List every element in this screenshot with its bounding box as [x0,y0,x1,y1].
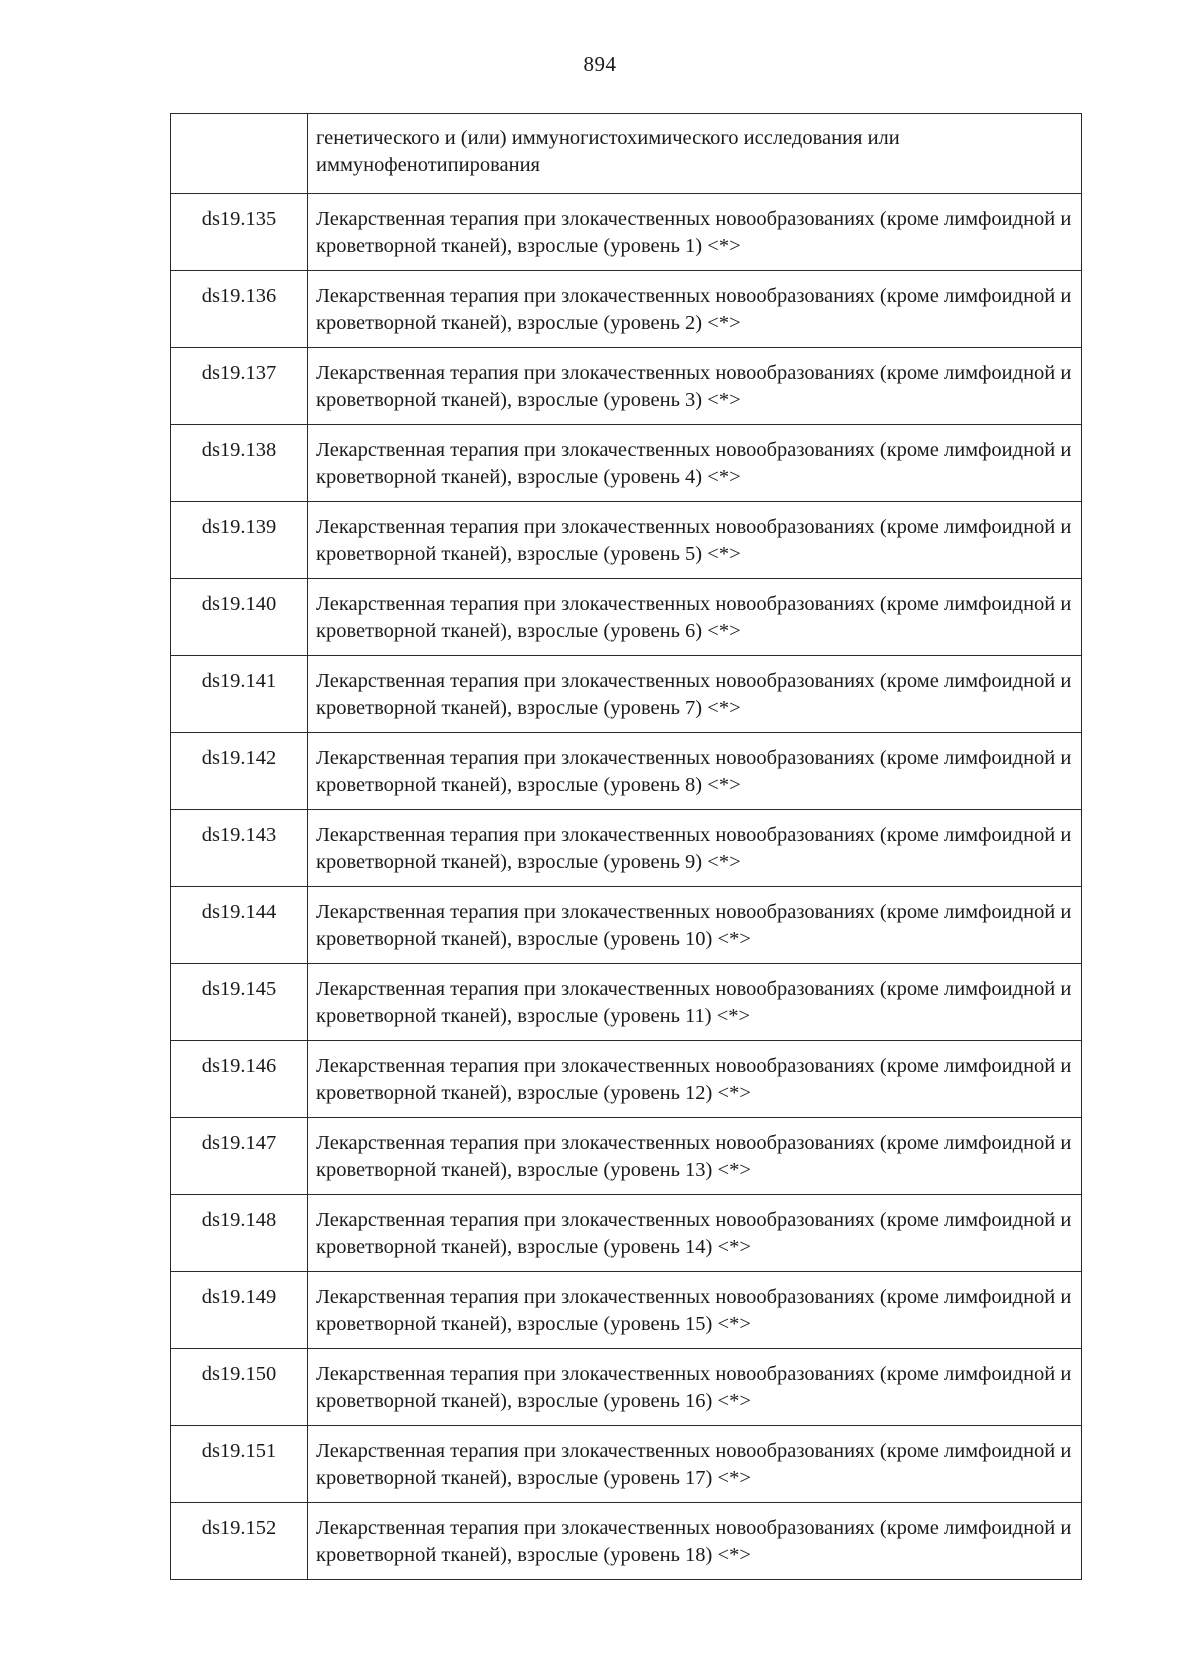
code-cell: ds19.145 [171,964,308,1041]
table-row [171,271,1082,348]
description-cell: Лекарственная терапия при злокачественных новообразованиях (кроме лимфоидной и кроветворной тканей), взрослые (уровень 7) <*> [308,656,1082,733]
table-row [171,1041,1082,1118]
table-row [171,348,1082,425]
code-cell: ds19.146 [171,1041,308,1118]
table-row [171,425,1082,502]
table-row [171,810,1082,887]
code-cell: ds19.139 [171,502,308,579]
table-row-continuation [171,114,1082,194]
description-cell: Лекарственная терапия при злокачественных новообразованиях (кроме лимфоидной и кроветворной тканей), взрослые (уровень 9) <*> [308,810,1082,887]
description-cell: Лекарственная терапия при злокачественных новообразованиях (кроме лимфоидной и кроветворной тканей), взрослые (уровень 14) <*> [308,1195,1082,1272]
table-row [171,1503,1082,1580]
description-cell: Лекарственная терапия при злокачественных новообразованиях (кроме лимфоидной и кроветворной тканей), взрослые (уровень 17) <*> [308,1426,1082,1503]
description-cell: генетического и (или) иммуногистохимического исследования или иммунофенотипирования [308,114,1082,194]
code-cell: ds19.135 [171,194,308,271]
code-cell: ds19.151 [171,1426,308,1503]
description-cell: Лекарственная терапия при злокачественных новообразованиях (кроме лимфоидной и кроветворной тканей), взрослые (уровень 16) <*> [308,1349,1082,1426]
code-cell: ds19.142 [171,733,308,810]
table-row [171,1349,1082,1426]
page-number: 894 [583,52,617,76]
table-row [171,502,1082,579]
description-cell: Лекарственная терапия при злокачественных новообразованиях (кроме лимфоидной и кроветворной тканей), взрослые (уровень 6) <*> [308,579,1082,656]
description-cell: Лекарственная терапия при злокачественных новообразованиях (кроме лимфоидной и кроветворной тканей), взрослые (уровень 11) <*> [308,964,1082,1041]
description-cell: Лекарственная терапия при злокачественных новообразованиях (кроме лимфоидной и кроветворной тканей), взрослые (уровень 1) <*> [308,194,1082,271]
description-cell: Лекарственная терапия при злокачественных новообразованиях (кроме лимфоидной и кроветворной тканей), взрослые (уровень 18) <*> [308,1503,1082,1580]
tariff-table [170,113,1082,1580]
table-row [171,579,1082,656]
code-cell: ds19.150 [171,1349,308,1426]
code-cell: ds19.140 [171,579,308,656]
description-cell: Лекарственная терапия при злокачественных новообразованиях (кроме лимфоидной и кроветворной тканей), взрослые (уровень 3) <*> [308,348,1082,425]
table-row [171,1195,1082,1272]
description-cell: Лекарственная терапия при злокачественных новообразованиях (кроме лимфоидной и кроветворной тканей), взрослые (уровень 4) <*> [308,425,1082,502]
description-cell: Лекарственная терапия при злокачественных новообразованиях (кроме лимфоидной и кроветворной тканей), взрослые (уровень 12) <*> [308,1041,1082,1118]
description-cell: Лекарственная терапия при злокачественных новообразованиях (кроме лимфоидной и кроветворной тканей), взрослые (уровень 5) <*> [308,502,1082,579]
code-cell: ds19.147 [171,1118,308,1195]
code-cell: ds19.152 [171,1503,308,1580]
code-cell: ds19.144 [171,887,308,964]
code-cell: ds19.136 [171,271,308,348]
code-cell: ds19.148 [171,1195,308,1272]
code-cell [171,114,308,194]
table-row [171,1272,1082,1349]
table-body [171,114,1082,1580]
table-row [171,733,1082,810]
table-row [171,1426,1082,1503]
code-cell: ds19.143 [171,810,308,887]
table-row [171,656,1082,733]
description-cell: Лекарственная терапия при злокачественных новообразованиях (кроме лимфоидной и кроветворной тканей), взрослые (уровень 8) <*> [308,733,1082,810]
code-cell: ds19.137 [171,348,308,425]
code-cell: ds19.149 [171,1272,308,1349]
code-cell: ds19.141 [171,656,308,733]
table-row [171,194,1082,271]
table-row [171,1118,1082,1195]
table-row [171,964,1082,1041]
description-cell: Лекарственная терапия при злокачественных новообразованиях (кроме лимфоидной и кроветворной тканей), взрослые (уровень 10) <*> [308,887,1082,964]
description-cell: Лекарственная терапия при злокачественных новообразованиях (кроме лимфоидной и кроветворной тканей), взрослые (уровень 15) <*> [308,1272,1082,1349]
description-cell: Лекарственная терапия при злокачественных новообразованиях (кроме лимфоидной и кроветворной тканей), взрослые (уровень 13) <*> [308,1118,1082,1195]
code-cell: ds19.138 [171,425,308,502]
description-cell: Лекарственная терапия при злокачественных новообразованиях (кроме лимфоидной и кроветворной тканей), взрослые (уровень 2) <*> [308,271,1082,348]
table-row [171,887,1082,964]
